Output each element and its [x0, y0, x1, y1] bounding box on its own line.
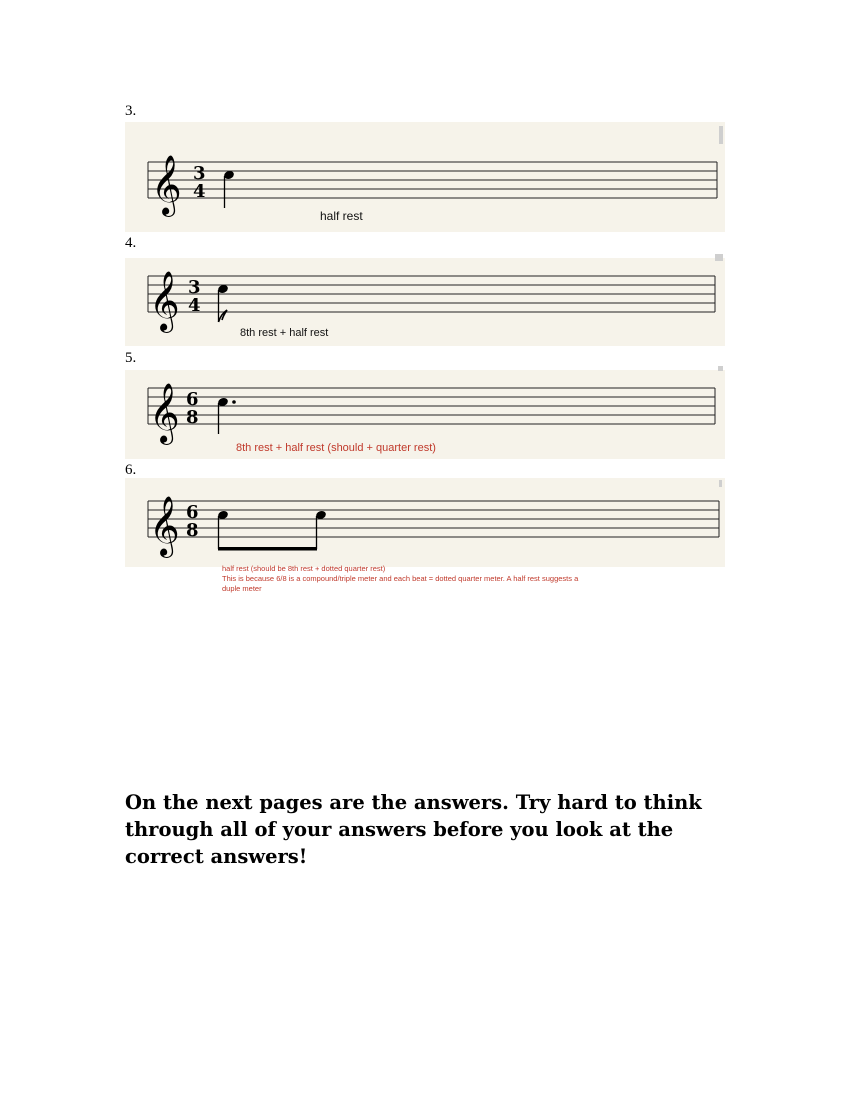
edge-mark	[719, 126, 723, 144]
instruction-text: On the next pages are the answers. Try hard to think through all of your answers before you look at the correct answers!	[125, 791, 702, 868]
music-staff	[125, 370, 725, 459]
edge-mark	[718, 366, 723, 371]
answer-label: 8th rest + half rest	[240, 327, 329, 339]
time-signature-bottom: 8	[186, 520, 199, 541]
beamed-eighth-notes-icon	[217, 510, 327, 551]
music-staff	[125, 258, 725, 346]
treble-clef-icon: 𝄞	[151, 155, 182, 215]
treble-clef-icon: 𝄞	[149, 383, 180, 443]
answer-note: This is because 6/8 is a compound/triple meter and each beat = dotted quarter meter. A half rest suggests a	[222, 574, 579, 583]
edge-mark	[715, 254, 723, 261]
time-signature-bottom: 4	[193, 181, 206, 202]
treble-clef-icon: 𝄞	[149, 271, 180, 331]
answer-label: half rest	[320, 209, 363, 223]
time-signature-bottom: 4	[188, 295, 201, 316]
staff-graphic	[125, 122, 725, 232]
music-staff	[125, 122, 725, 232]
time-signature-top: 3	[193, 163, 206, 184]
exercise-number: 4.	[125, 235, 137, 251]
time-signature-top: 6	[186, 502, 199, 523]
staff-graphic	[125, 258, 725, 346]
time-signature-top: 3	[188, 277, 201, 298]
answer-label: 8th rest + half rest (should + quarter rest)	[236, 442, 436, 454]
edge-mark	[719, 480, 722, 487]
staff-graphic	[125, 478, 725, 567]
time-signature-bottom: 8	[186, 407, 199, 428]
treble-clef-icon: 𝄞	[149, 496, 180, 556]
exercise-number: 5.	[125, 350, 137, 366]
exercise-number: 6.	[125, 462, 137, 478]
time-signature-top: 6	[186, 389, 199, 410]
exercise-number: 3.	[125, 103, 137, 119]
answer-note: duple meter	[222, 584, 262, 593]
answer-note: half rest (should be 8th rest + dotted quarter rest)	[222, 564, 386, 573]
music-staff	[125, 478, 725, 567]
